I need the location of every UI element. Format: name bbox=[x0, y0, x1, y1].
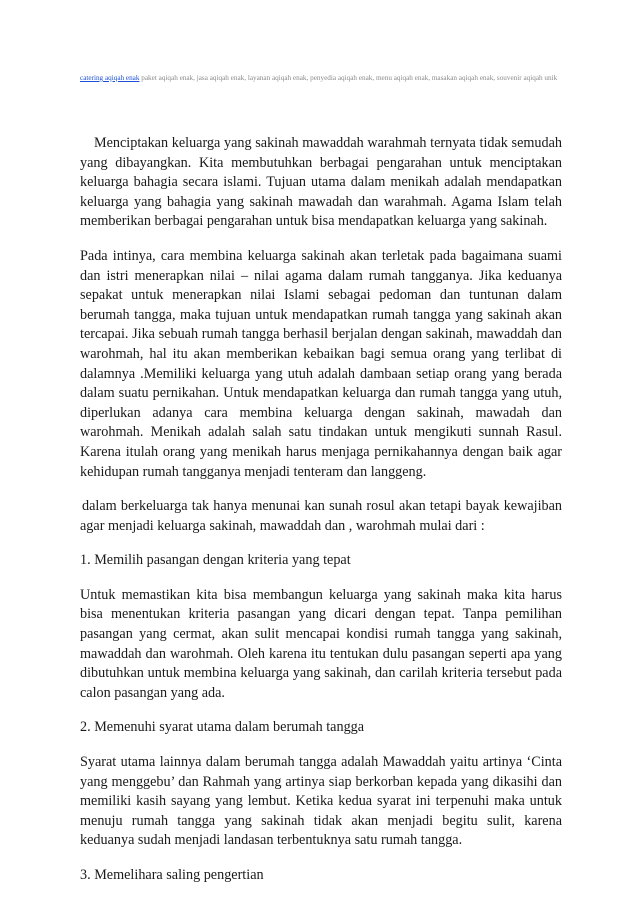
section-heading: 3. Memelihara saling pengertian bbox=[80, 867, 264, 883]
paragraph: Pada intinya, cara membina keluarga sakinah akan terletak pada bagaimana suami dan istri menerapkan nilai – nilai agama dalam rumah tangganya. Jika keduanya sepakat untuk menerapkan nilai Islami sebagai pedoman dan tuntunan dalam berumah tangga, maka tujuan untuk mendapatkan rumah tangga yang sakinah akan tercapai. Jika sebuah rumah tangga berhasil berjalan dengan sakinah, mawaddah dan warohmah, hal itu akan memberikan kebaikan bagi semua orang yang terlibat di dalamnya .Memiliki keluarga yang utuh adalah dambaan setiap orang yang berada dalam suatu pernikahan. Untuk mendapatkan keluarga dan rumah tangga yang utuh, diperlukan adanya cara membina keluarga dengan sakinah, mawadah dan warohmah. Menikah adalah salah satu tindakan untuk mengikuti sunnah Rasul. Karena itulah orang yang menikah harus menjaga pernikahannya dengan baik agar kehidupan rumah tangganya menjadi tenteram dan langgeng. bbox=[80, 247, 562, 480]
keyword-link[interactable]: catering aqiqah enak bbox=[80, 74, 140, 82]
paragraph: Syarat utama lainnya dalam berumah tangga adalah Mawaddah yaitu artinya ‘Cinta yang menggebu’ dan Rahmah yang artinya siap berkorban kepada yang dikasihi dan memiliki kasih sayang yang lembut. Ketika kedua syarat ini terpenuhi maka untuk menuju rumah tangga yang sakinah tidak akan menjadi begitu sulit, karena keduanya sudah menjadi landasan terbentuknya satu rumah tangga. bbox=[80, 754, 562, 849]
article-body bbox=[80, 134, 562, 901]
paragraph: dalam berkeluarga tak hanya menunai kan sunah rosul akan tetapi bayak kewajiban agar menjadi keluarga sakinah, mawaddah dan , warohmah mulai dari : bbox=[80, 498, 562, 534]
keyword-list: paket aqiqah enak, jasa aqiqah enak, layanan aqiqah enak, penyedia aqiqah enak, menu aqiqah enak, masakan aqiqah enak, souvenir aqiqah unik bbox=[139, 74, 558, 82]
paragraph: Untuk memastikan kita bisa membangun keluarga yang sakinah maka kita harus bisa menentukan kriteria pasangan yang dicari dengan tepat. Tanpa pemilihan pasangan yang cermat, akan sulit mencapai kondisi rumah tangga yang sakinah, mawaddah dan warohmah. Oleh karena itu tentukan dulu pasangan seperti apa yang dibutuhkan untuk membina keluarga yang sakinah, dan carilah kriteria tersebut pada calon pasangan yang ada. bbox=[80, 586, 562, 701]
intro-paragraph: Menciptakan keluarga yang sakinah mawaddah warahmah ternyata tidak semudah yang dibayangkan. Kita membutuhkan berbagai pengarahan untuk menciptakan keluarga bahagia secara islami. Tujuan utama dalam menikah adalah mendapatkan keluarga yang bahagia yang sakinah mawadah dan warahmah. Agama Islam telah memberikan berbagai pengarahan untuk bisa mendapatkan keluarga yang sakinah. bbox=[80, 135, 562, 230]
section-heading: 1. Memilih pasangan dengan kriteria yang tepat bbox=[80, 552, 351, 569]
section-heading: 2. Memenuhi syarat utama dalam berumah tangga bbox=[80, 719, 365, 736]
keyword-tags bbox=[80, 73, 570, 83]
